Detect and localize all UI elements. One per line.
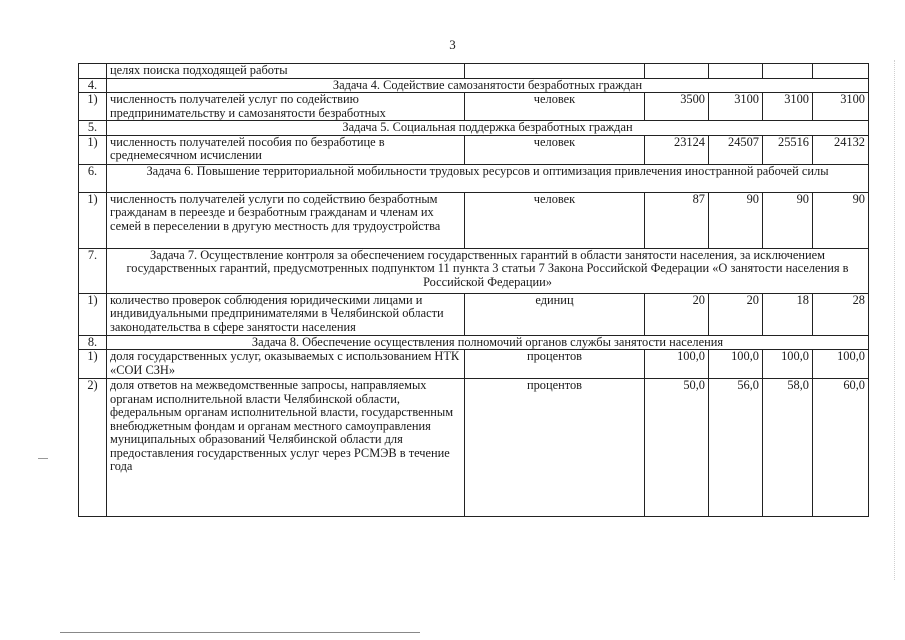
unit-of-measure (465, 64, 645, 79)
value-year-2: 56,0 (709, 379, 763, 517)
row-number: 1) (79, 192, 107, 248)
margin-mark (38, 458, 48, 459)
value-year-3: 90 (763, 192, 813, 248)
table-row (79, 135, 869, 164)
row-number: 1) (79, 135, 107, 164)
value-year-2 (709, 64, 763, 79)
unit-of-measure: процентов (465, 379, 645, 517)
indicator-name: численность получателей услуг по содействию предпринимательству и самозанятости безработных (107, 93, 465, 121)
task-row (79, 335, 869, 350)
table-row (79, 293, 869, 335)
row-number: 7. (79, 248, 107, 293)
value-year-2: 90 (709, 192, 763, 248)
value-year-3: 3100 (763, 93, 813, 121)
row-number: 1) (79, 350, 107, 379)
task-row (79, 78, 869, 93)
value-year-3 (763, 64, 813, 79)
unit-of-measure: человек (465, 93, 645, 121)
indicator-name: численность получателей пособия по безработице в среднемесячном исчислении (107, 135, 465, 164)
value-year-4: 28 (813, 293, 869, 335)
row-number: 5. (79, 121, 107, 136)
indicator-name: численность получателей услуги по содействию безработным гражданам в переезде и безработным гражданам и членам их семей в переселении в другую местность для трудоустройства (107, 192, 465, 248)
indicator-name: доля государственных услуг, оказываемых с использованием НТК «СОИ СЗН» (107, 350, 465, 379)
indicator-name: доля ответов на межведомственные запросы, направляемых органам исполнительной власти Челябинской области, федеральным органам исполнительной власти, государственным внебюджетным фондам и органам местного самоуправления муниципальных образований Челябинской области для предоставления государственных услуг через РСМЭВ в течение года (107, 379, 465, 517)
value-year-1 (645, 64, 709, 79)
row-number: 1) (79, 93, 107, 121)
row-number: 2) (79, 379, 107, 517)
value-year-4 (813, 64, 869, 79)
value-year-3: 25516 (763, 135, 813, 164)
indicators-table (78, 63, 869, 517)
value-year-2: 24507 (709, 135, 763, 164)
task-row (79, 248, 869, 293)
value-year-1: 23124 (645, 135, 709, 164)
value-year-1: 50,0 (645, 379, 709, 517)
table-row (79, 379, 869, 517)
value-year-4: 3100 (813, 93, 869, 121)
value-year-1: 20 (645, 293, 709, 335)
task-row (79, 121, 869, 136)
task-title: Задача 4. Содействие самозанятости безработных граждан (107, 78, 869, 93)
row-number: 6. (79, 164, 107, 192)
value-year-2: 100,0 (709, 350, 763, 379)
indicator-name: количество проверок соблюдения юридическими лицами и индивидуальными предпринимателями в Челябинской области законодательства в сфере занятости населения (107, 293, 465, 335)
row-number: 4. (79, 78, 107, 93)
task-row (79, 164, 869, 192)
table-row (79, 64, 869, 79)
value-year-2: 3100 (709, 93, 763, 121)
unit-of-measure: процентов (465, 350, 645, 379)
task-title: Задача 8. Обеспечение осуществления полномочий органов службы занятости населения (107, 335, 869, 350)
unit-of-measure: единиц (465, 293, 645, 335)
value-year-1: 3500 (645, 93, 709, 121)
indicator-name: целях поиска подходящей работы (107, 64, 465, 79)
value-year-4: 90 (813, 192, 869, 248)
task-title: Задача 6. Повышение территориальной мобильности трудовых ресурсов и оптимизация привлечения иностранной рабочей силы (107, 164, 869, 192)
scan-edge-artifact (894, 60, 897, 580)
value-year-1: 100,0 (645, 350, 709, 379)
unit-of-measure: человек (465, 192, 645, 248)
table-row (79, 350, 869, 379)
value-year-1: 87 (645, 192, 709, 248)
value-year-3: 100,0 (763, 350, 813, 379)
row-number: 8. (79, 335, 107, 350)
table-row (79, 192, 869, 248)
value-year-4: 100,0 (813, 350, 869, 379)
unit-of-measure: человек (465, 135, 645, 164)
value-year-2: 20 (709, 293, 763, 335)
value-year-3: 58,0 (763, 379, 813, 517)
task-title: Задача 7. Осуществление контроля за обеспечением государственных гарантий в области занятости населения, за исключением государственных гарантий, предусмотренных подпунктом 11 пункта 3 статьи 7 Закона Российской Федерации «О занятости населения в Российской Федерации» (107, 248, 869, 293)
value-year-3: 18 (763, 293, 813, 335)
bottom-rule (60, 632, 420, 633)
row-number: 1) (79, 293, 107, 335)
value-year-4: 60,0 (813, 379, 869, 517)
row-number (79, 64, 107, 79)
table-row (79, 93, 869, 121)
task-title: Задача 5. Социальная поддержка безработных граждан (107, 121, 869, 136)
page-number: 3 (449, 37, 456, 52)
value-year-4: 24132 (813, 135, 869, 164)
